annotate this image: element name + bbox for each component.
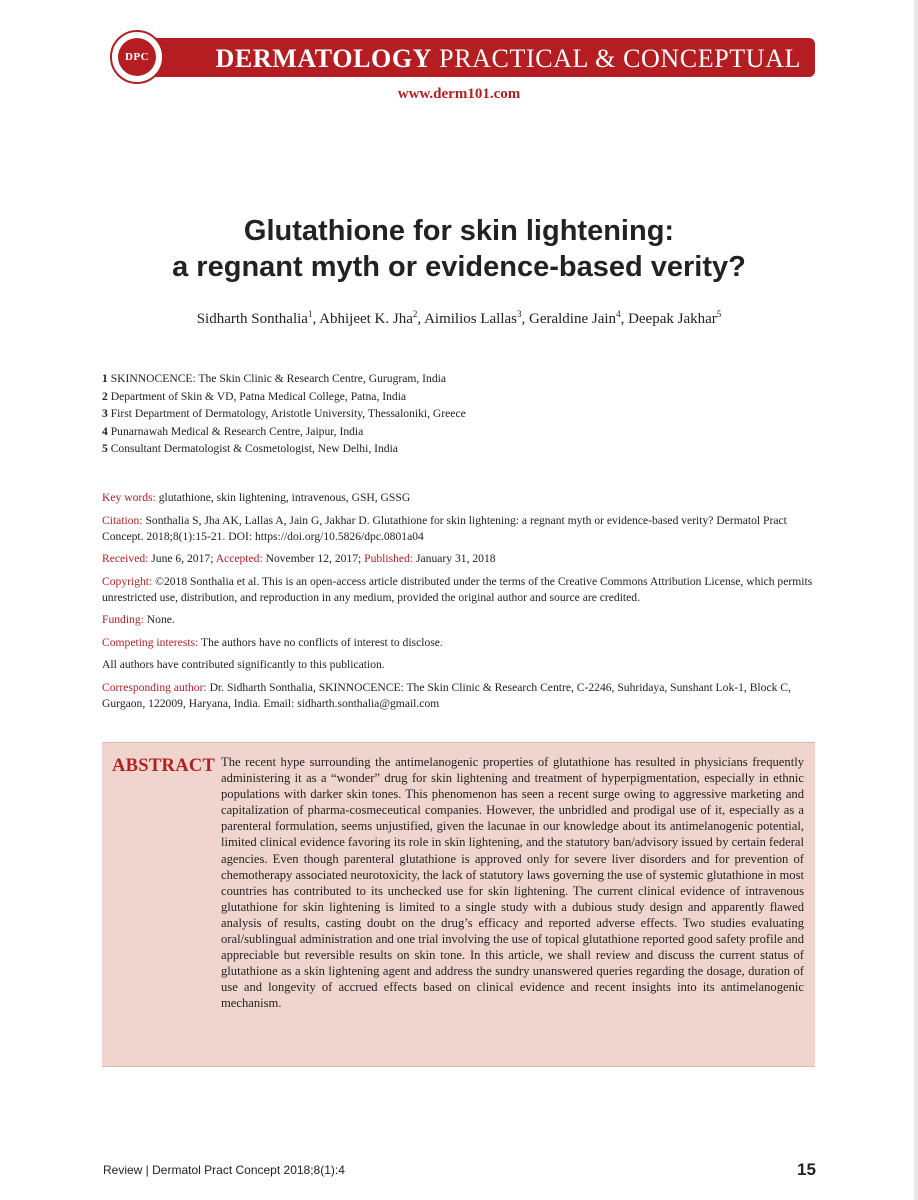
affiliation-item [102, 405, 466, 423]
competing-interests-value: The authors have no conflicts of interest to disclose. [201, 635, 443, 649]
affiliation-number: 3 [102, 407, 108, 420]
affiliation-item [102, 423, 466, 441]
page-edge [914, 0, 918, 1200]
citation [102, 513, 817, 545]
author-affiliation-number: 3 [517, 309, 522, 319]
corresponding-author [102, 680, 817, 712]
affiliation-number: 2 [102, 389, 108, 403]
affiliation-number: 5 [102, 442, 108, 455]
affiliation-text: Consultant Dermatologist & Cosmetologist, New Delhi, India [110, 442, 398, 455]
contribution-statement: All authors have contributed significantly to this publication. [102, 658, 385, 671]
author [319, 311, 424, 327]
author-name: Sidharth Sonthalia [196, 311, 308, 327]
author [628, 311, 721, 327]
journal-header-bar [148, 38, 815, 77]
copyright-value: ©2018 Sonthalia et al. This is an open-access article distributed under the terms of the Creative Commons Attribution License, which permits unrestricted use, distribution, and reproduction in any medium, provided the original author and source are credited. [102, 574, 813, 604]
keywords-label: Key words: [102, 491, 156, 504]
affiliation-number: 4 [102, 424, 108, 438]
footer-citation: Review | Dermatol Pract Concept 2018;8(1):4 [103, 1163, 345, 1177]
author-list [0, 309, 918, 328]
copyright [102, 574, 817, 606]
citation-value: Sonthalia S, Jha AK, Lallas A, Jain G, Jakhar D. Glutathione for skin lightening: a regnant myth or evidence-based verity? Dermatol Pract Concept. 2018;8(1):15-21. DOI: https://doi.org/10.5826/dpc.0801a04 [102, 513, 787, 543]
author-affiliation-number: 5 [716, 309, 722, 319]
author-name: Abhijeet K. Jha [319, 311, 413, 327]
keywords-value: glutathione, skin lightening, intravenous, GSH, GSSG [158, 491, 411, 504]
article-title [0, 213, 918, 285]
author-name: Deepak Jakhar [628, 311, 717, 327]
abstract-heading: ABSTRACT [112, 756, 216, 776]
received-label: Received: [102, 552, 149, 565]
citation-label: Citation: [102, 513, 143, 527]
published-date: January 31, 2018 [416, 552, 496, 565]
affiliation-number: 1 [102, 372, 108, 385]
published-label: Published: [364, 552, 414, 565]
article-title-line-2: a regnant myth or evidence-based verity? [172, 251, 746, 283]
affiliation-text: First Department of Dermatology, Aristotle University, Thessaloniki, Greece [110, 407, 466, 420]
competing-interests [102, 635, 817, 651]
affiliation-text: Department of Skin & VD, Patna Medical College, Patna, India [110, 389, 407, 403]
page-number: 15 [797, 1160, 816, 1179]
affiliation-list [102, 370, 466, 458]
funding [102, 612, 817, 628]
received-date: June 6, 2017; [151, 552, 214, 565]
author-separator: , [417, 311, 425, 327]
journal-name-rest: PRACTICAL & CONCEPTUAL [439, 44, 801, 73]
journal-logo [110, 30, 164, 84]
author [424, 311, 529, 327]
competing-interests-label: Competing interests: [102, 635, 199, 649]
article-title-line-1: Glutathione for skin lightening: [243, 215, 675, 247]
author-affiliation-number: 1 [307, 309, 313, 319]
affiliation-item [102, 370, 466, 388]
funding-value: None. [146, 613, 175, 626]
dates [102, 551, 817, 567]
accepted-label: Accepted: [215, 552, 263, 565]
funding-label: Funding: [102, 613, 144, 626]
affiliation-item [102, 388, 466, 406]
affiliation-item [102, 440, 466, 458]
corresponding-author-label: Corresponding author: [102, 680, 207, 694]
author-separator: , [620, 311, 629, 327]
author-affiliation-number: 2 [412, 309, 418, 319]
journal-name-bold: DERMATOLOGY [215, 44, 433, 73]
author-name: Aimilios Lallas [424, 311, 517, 327]
journal-website-link[interactable]: www.derm101.com [397, 86, 521, 102]
journal-name [216, 44, 801, 74]
abstract-text: The recent hype surrounding the antimelanogenic properties of glutathione has resulted in physicians frequently administering it as a “wonder” drug for skin lightening and treatment of hyperpigmentation, especially in ethnic populations with darker skin tones. This phenomenon has seen a recent surge owing to aggressive marketing and capitalization of pharma-cosmeceutical companies. However, the unbridled and prodigal use of it, especially as a parenteral formulation, seems unjustified, given the lacunae in our knowledge about its antimelanogenic potential, limited clinical evidence favoring its role in skin lightening, and the statutory ban/advisory issued by certain federal agencies. Even though parenteral glutathione is approved only for severe liver disorders and for prevention of chemotherapy associated neurotoxicity, the lack of statutory laws governing the use of systemic glutathione in most countries has contributed to its unchecked use for skin lightening. The current clinical evidence of intravenous glutathione for skin lightening is limited to a single study with a dubious study design and apparently flawed analysis of results, casting doubt on the drug’s efficacy and reported adverse effects. Two studies evaluating oral/sublingual administration and one trial involving the use of topical glutathione reported good safety profile and appreciable but reversible results on skin tone. In this article, we shall review and discuss the current status of glutathione as a skin lightening agent and address the sundry unanswered queries regarding the dosage, duration of use and longevity of accrued effects based on clinical evidence and recent insights into its antimelanogenic mechanism. [221, 755, 805, 1011]
author [197, 311, 319, 327]
affiliation-text: SKINNOCENCE: The Skin Clinic & Research Centre, Gurugram, India [110, 372, 447, 385]
accepted-date: November 12, 2017; [265, 552, 362, 565]
author-name: Geraldine Jain [529, 311, 617, 327]
abstract-box [102, 742, 815, 1067]
journal-logo-text: DPC [118, 38, 156, 76]
author-separator: , [521, 311, 529, 327]
article-metadata [102, 490, 817, 718]
affiliation-text: Punarnawah Medical & Research Centre, Jaipur, India [110, 424, 364, 438]
keywords [102, 490, 817, 506]
copyright-label: Copyright: [102, 574, 153, 588]
author [529, 311, 628, 327]
corresponding-author-value: Dr. Sidharth Sonthalia, SKINNOCENCE: The Skin Clinic & Research Centre, C-2246, Suhridaya, Sunshant Lok-1, Block C, Gurgaon, 122009, Haryana, India. Email: sidharth.sonthalia@gmail.com [102, 680, 791, 710]
author-affiliation-number: 4 [616, 309, 621, 319]
author-separator: , [312, 311, 320, 327]
